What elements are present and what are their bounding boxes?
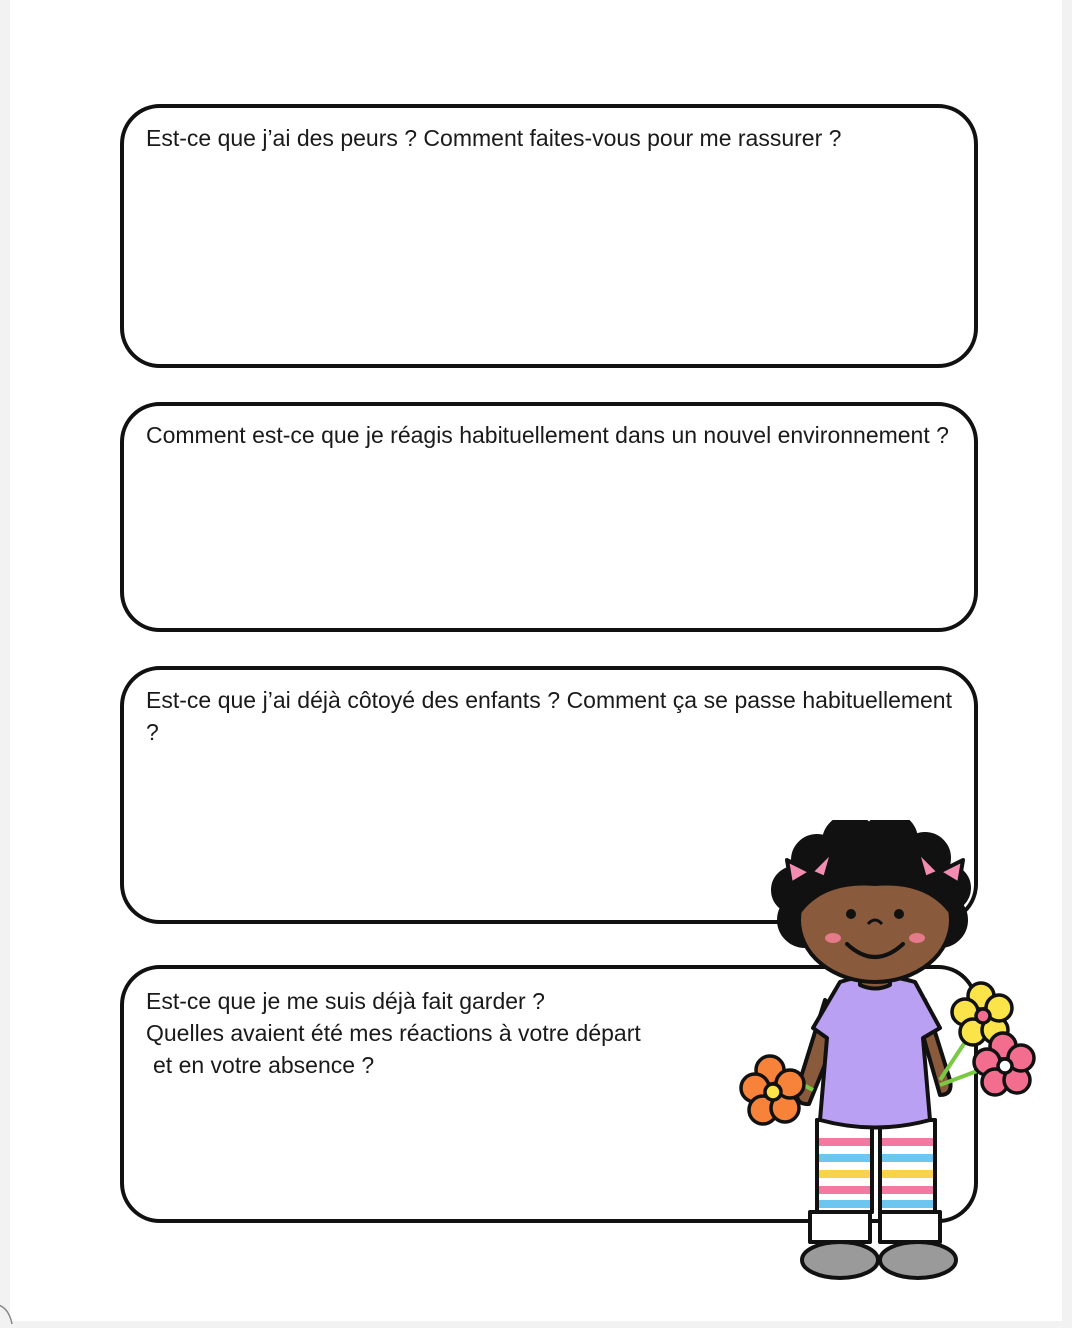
question-box-fears[interactable] <box>120 104 978 368</box>
striped-leggings <box>817 1120 935 1212</box>
question-text-babysitting: Est-ce que je me suis déjà fait garder ? Quelles avaient été mes réactions à votre départ et en votre absence ? <box>146 988 641 1078</box>
right-shoe <box>880 1242 956 1278</box>
purple-shirt <box>813 976 940 1128</box>
page-curl-icon <box>0 1298 20 1328</box>
question-text-children: Est-ce que j’ai déjà côtoyé des enfants ? Comment ça se passe habituellement ? <box>146 687 952 745</box>
question-text-fears: Est-ce que j’ai des peurs ? Comment faites-vous pour me rassurer ? <box>146 125 842 151</box>
orange-flower <box>741 1056 804 1124</box>
question-box-new-environment[interactable] <box>120 402 978 632</box>
worksheet-page <box>10 0 1062 1321</box>
right-sock <box>880 1212 940 1242</box>
girl-holding-flowers-illustration <box>725 820 1045 1290</box>
question-text-new-environment: Comment est-ce que je réagis habituellement dans un nouvel environnement ? <box>146 422 949 448</box>
left-sock <box>810 1212 870 1242</box>
left-shoe <box>802 1242 878 1278</box>
